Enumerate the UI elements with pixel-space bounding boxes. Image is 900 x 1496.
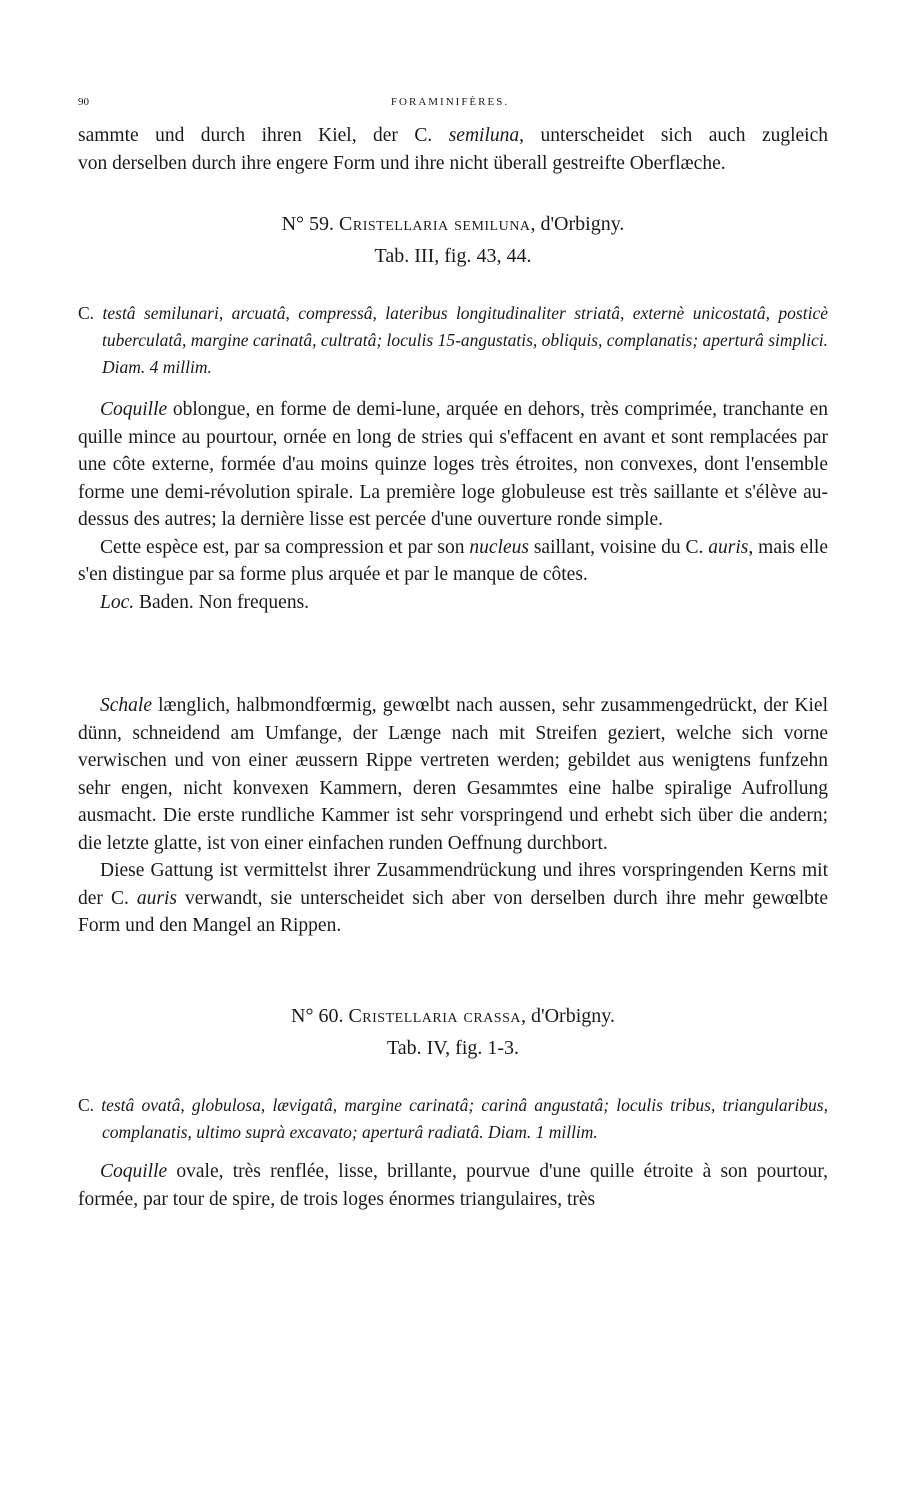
diagnosis-text: testâ ovatâ, globulosa, lævigatâ, margine carinatâ; carinâ angustatâ; loculis tribus, triangularibus, complanatis, ultimo suprà excavato; aperturâ radiatâ. Diam. 1 millim. bbox=[101, 1095, 828, 1142]
description-lead: Coquille bbox=[100, 399, 168, 420]
description-text: oblongue, en forme de demi-lune, arquée en dehors, très comprimée, tranchante en quille mince au pourtour, ornée en long de stries qui s'effacent en avant et sont remplacées par une côte externe, formée d'au moins quinze loges très étroites, non convexes, dont l'ensemble forme une demi-révolution spirale. La première loge globuleuse est très saillante et s'élève au-dessus des autres; la dernière lisse est percée d'une ouverture ronde simple. bbox=[78, 399, 828, 530]
remark-taxon: auris bbox=[708, 536, 749, 558]
remark-text: Diese Gattung ist vermittelst ihrer Zusammendrückung und ihres vorspringenden Kerns mit der C. bbox=[78, 860, 828, 909]
plate-reference: Tab. IV, fig. 1-3. bbox=[386, 1037, 520, 1059]
plate-reference: Tab. III, fig. 43, 44. bbox=[374, 245, 532, 267]
remark-taxon: auris bbox=[136, 887, 177, 909]
species-author: , d'Orbigny. bbox=[530, 213, 625, 235]
species-59-french bbox=[78, 396, 828, 616]
running-title: FORAMINIFÈRES. bbox=[390, 96, 510, 108]
species-59-german bbox=[78, 692, 828, 940]
species-number: N° 59. bbox=[281, 213, 335, 235]
running-header bbox=[78, 96, 822, 114]
species-name: Cristellaria semiluna bbox=[339, 213, 531, 235]
diagnosis-text: testâ semilunari, arcuatâ, compressâ, lateribus longitudinaliter striatâ, externè unicostatâ, posticè tuberculatâ, margine carinatâ, cultratâ; loculis 15-angustatis, obliquis, complanatis; aperturâ simplici. Diam. 4 millim. bbox=[102, 303, 828, 377]
species-author: , d'Orbigny. bbox=[521, 1005, 615, 1027]
species-60-heading bbox=[78, 1000, 828, 1064]
species-60-diagnosis bbox=[78, 1092, 828, 1146]
remark-text: saillant, voisine du C. bbox=[528, 536, 709, 558]
description-text: længlich, halbmondfœrmig, gewœlbt nach aussen, sehr zusammengedrückt, der Kiel dünn, schneidend am Umfange, der Længe nach mit Streifen geziert, welche sich vorne verwischen und von einer æussern Rippe vertreten werden; gebildet aus wenigtens funfzehn sehr engen, nicht konvexen Kammern, deren Gesammtes eine halbe spiralige Aufrollung ausmacht. Die erste rundliche Kammer ist sehr vorspringend und erhebt sich über die andern; die letzte glatte, ist von einer einfachen runden Oeffnung durchbort. bbox=[78, 695, 828, 854]
diagnosis-genus: C. bbox=[78, 303, 95, 323]
species-59-diagnosis bbox=[78, 300, 828, 381]
intro-text: von derselben durch ihre engere Form und ihre nicht überall gestreifte Oberflæche. bbox=[78, 152, 726, 174]
description-lead: Schale bbox=[100, 695, 152, 716]
locality-text: Baden. Non frequens. bbox=[134, 591, 310, 613]
description-lead: Coquille bbox=[100, 1161, 168, 1182]
remark-text: , mais elle s'en distingue par sa forme plus arquée et par le manque de côtes. bbox=[78, 536, 829, 585]
species-name: Cristellaria crassa bbox=[348, 1005, 521, 1027]
intro-paragraph bbox=[78, 122, 828, 177]
remark-text: verwandt, sie unterscheidet sich aber von derselben durch ihre mehr gewœlbte Form und den Mangel an Rippen. bbox=[78, 887, 829, 936]
remark-term: nucleus bbox=[469, 536, 529, 558]
description-text: ovale, très renflée, lisse, brillante, pourvue d'une quille étroite à son pourtour, formée, par tour de spire, de trois loges énormes triangulaires, très bbox=[78, 1161, 828, 1210]
locality-label: Loc. bbox=[100, 591, 135, 613]
intro-text: sammte und durch ihren Kiel, der C. bbox=[78, 125, 433, 146]
intro-text: , unterscheidet sich auch zugleich bbox=[519, 125, 828, 146]
remark-text: Cette espèce est, par sa compression et par son bbox=[100, 536, 470, 558]
species-number: N° 60. bbox=[291, 1005, 344, 1027]
species-60-french bbox=[78, 1158, 828, 1213]
species-59-heading bbox=[78, 208, 828, 272]
diagnosis-genus: C. bbox=[78, 1095, 95, 1115]
page-number: 90 bbox=[78, 96, 89, 108]
intro-taxon: semiluna bbox=[448, 125, 520, 146]
